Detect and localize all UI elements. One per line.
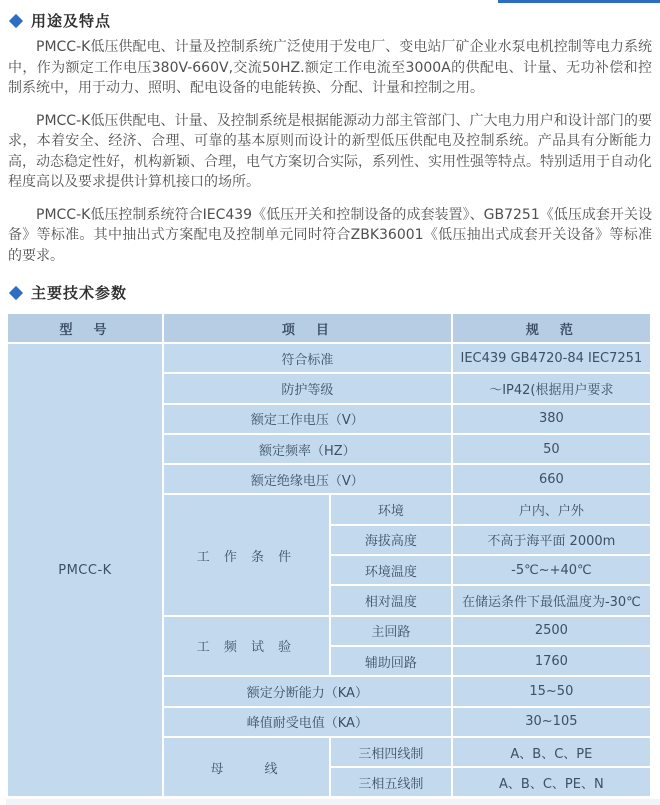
label-work-temp: 环境温度 — [331, 556, 451, 584]
group-work-conditions: 工 作 条 件 — [164, 495, 329, 614]
label-voltage: 额定工作电压（V） — [164, 405, 451, 433]
header-model: 型 号 — [8, 314, 162, 342]
params-section-title: 主要技术参数 — [31, 284, 128, 302]
diamond-bullet-icon — [9, 13, 23, 27]
label-frequency: 额定频率（HZ） — [164, 435, 451, 463]
header-spec: 规 范 — [453, 314, 650, 342]
value-breaking: 15~50 — [453, 677, 650, 705]
label-insulation: 额定绝缘电压（V） — [164, 465, 451, 493]
value-peak: 30~105 — [453, 708, 650, 736]
usage-section-title: 用途及特点 — [31, 12, 112, 30]
label-standard: 符合标准 — [164, 344, 451, 372]
value-insulation: 660 — [453, 465, 650, 493]
specs-table — [6, 312, 652, 798]
value-work-env: 户内、户外 — [453, 495, 650, 523]
label-test-main: 主回路 — [331, 617, 451, 645]
label-busbar-4wire: 三相四线制 — [331, 738, 451, 766]
label-peak: 峰值耐受电值（KA） — [164, 708, 451, 736]
label-protection: 防护等级 — [164, 374, 451, 402]
value-voltage: 380 — [453, 405, 650, 433]
params-section-heading — [8, 282, 652, 303]
diamond-bullet-icon — [9, 285, 23, 299]
usage-paragraph-1: PMCC-K低压供配电、计量及控制系统广泛使用于发电厂、变电站厂矿企业水泵电机控制等电力系统中，作为额定工作电压380V-660V,交流50HZ.额定工作电流至3000A的供配电、计量、无功补偿和控制系统中，用于动力、照明、配电设备的电能转换、分配、计量和控制之用。 — [8, 39, 652, 96]
group-power-freq-test: 工 频 试 验 — [164, 617, 329, 676]
value-frequency: 50 — [453, 435, 650, 463]
value-work-altitude: 不高于海平面 2000m — [453, 526, 650, 554]
label-work-relative: 相对温度 — [331, 586, 451, 614]
value-busbar-5wire: A、B、C、PE、N — [453, 768, 650, 796]
table-row-standard — [8, 344, 650, 372]
value-standard: IEC439 GB4720-84 IEC7251 — [453, 344, 650, 372]
group-busbar: 母 线 — [164, 738, 329, 797]
value-protection: ～IP42(根据用户要求 — [453, 374, 650, 402]
value-test-aux: 1760 — [453, 647, 650, 675]
model-cell: PMCC-K — [8, 344, 162, 796]
value-busbar-4wire: A、B、C、PE — [453, 738, 650, 766]
value-work-temp: -5℃~+40℃ — [453, 556, 650, 584]
usage-section-heading — [8, 10, 652, 31]
label-busbar-5wire: 三相五线制 — [331, 768, 451, 796]
table-header-row — [8, 314, 650, 342]
value-test-main: 2500 — [453, 617, 650, 645]
label-work-env: 环境 — [331, 495, 451, 523]
label-test-aux: 辅助回路 — [331, 647, 451, 675]
usage-paragraph-3: PMCC-K低压控制系统符合IEC439《低压开关和控制设备的成套装置》、GB7251《低压成套开关设备》等标准。其中抽出式方案配电及控制单元同时符合ZBK36001《低压抽出式成套开关设备》等标准的要求。 — [8, 206, 652, 264]
value-work-relative: 在储运条件下最低温度为-30℃ — [453, 586, 650, 614]
table-bottom-shadow — [6, 799, 660, 805]
page-top-accent-rule — [498, 0, 660, 3]
label-work-altitude: 海拔高度 — [331, 526, 451, 554]
label-breaking: 额定分断能力（KA） — [164, 677, 451, 705]
usage-paragraph-2: PMCC-K低压供配电、计量、及控制系统是根据能源动力部主管部门、广大电力用户和设计部门的要求，本着安全、经济、合理、可靠的基本原则而设计的新型低压供配电及控制系统。产品具有分断能力高，动态稳定性好，机构新颖、合理，电气方案切合实际，系列性、实用性强等特点。特别适用于自动化程度高以及要求提供计算机接口的场所。 — [8, 112, 652, 190]
header-item: 项 目 — [164, 314, 451, 342]
